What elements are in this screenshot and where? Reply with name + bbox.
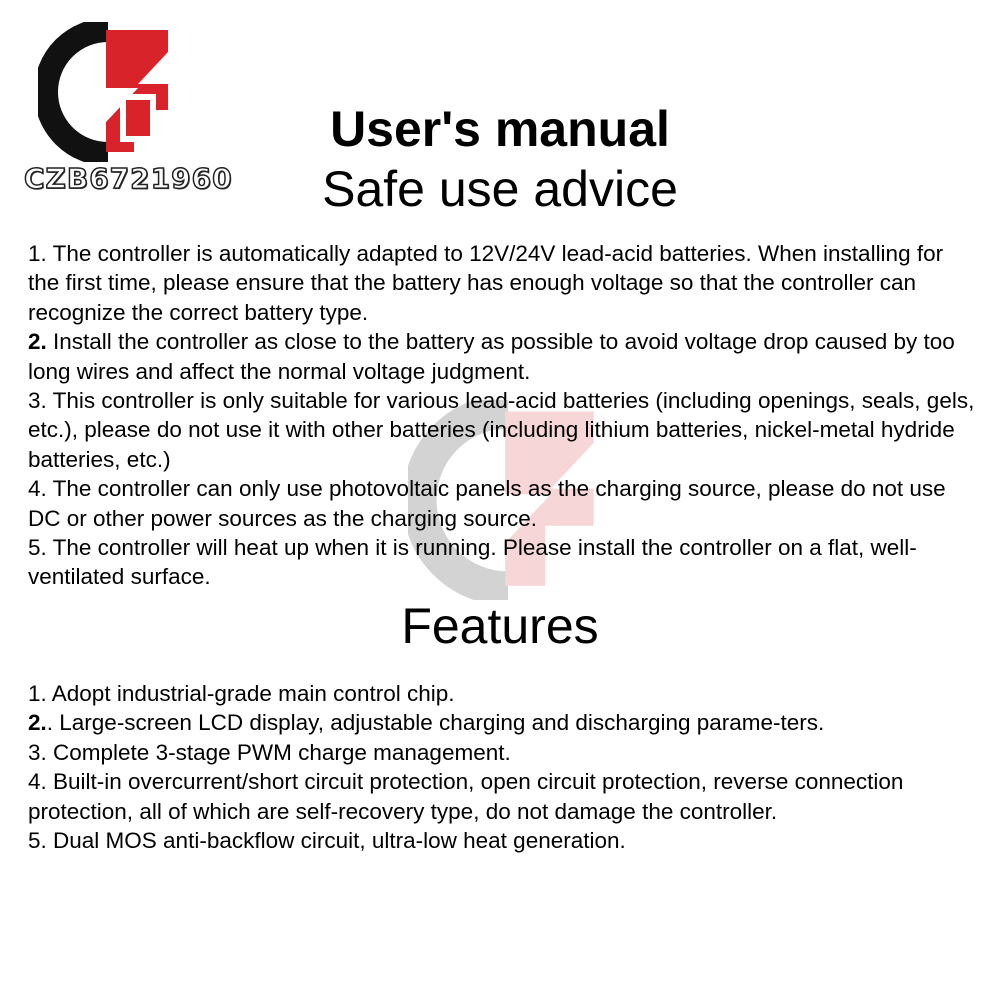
item-text: . Large-screen LCD display, adjustable charging and discharging parame-ters.: [46, 710, 825, 736]
item-number: 3.: [28, 739, 47, 765]
advice-item: [28, 239, 978, 327]
item-number: 1.: [28, 241, 47, 266]
features-list: [28, 679, 978, 855]
advice-item: [28, 327, 978, 386]
item-number: 4.: [28, 476, 47, 502]
page-subtitle: Safe use advice: [322, 161, 678, 217]
item-text: Dual MOS anti-backflow circuit, ultra-low heat generation.: [46, 828, 626, 854]
item-number: 5.: [28, 828, 47, 854]
feature-item: [28, 767, 978, 826]
page-title: User's manual: [330, 101, 670, 157]
item-number: 3.: [28, 388, 47, 414]
item-number: 2.: [28, 329, 47, 355]
advice-item: [28, 386, 978, 474]
item-number: 2.: [28, 710, 47, 736]
feature-item: [28, 679, 978, 708]
advice-item: [28, 533, 978, 592]
item-text: This controller is only suitable for various lead-acid batteries (including openings, seals, gels, etc.), please do not use it with other batteries (including lithium batteries, nickel-metal hydride batteries, etc.): [28, 388, 975, 472]
item-number: 4.: [28, 769, 47, 795]
item-text: The controller will heat up when it is running. Please install the controller on a flat, well-ventilated surface.: [28, 535, 917, 590]
item-text: The controller can only use photovoltaic panels as the charging source, please do not use DC or other power sources as the charging source.: [28, 476, 946, 531]
features-heading: Features: [401, 598, 599, 654]
item-text: The controller is automatically adapted to 12V/24V lead-acid batteries. When installing for the first time, please ensure that the battery has enough voltage so that the controller can recognize the correct battery type.: [28, 241, 944, 325]
item-text: Adopt industrial-grade main control chip.: [46, 681, 455, 706]
item-number: 1.: [28, 681, 47, 706]
item-number: 5.: [28, 535, 47, 561]
advice-item: [28, 474, 978, 533]
item-text: Complete 3-stage PWM charge management.: [46, 739, 511, 765]
logo-text: CZB6721960: [24, 162, 233, 195]
item-text: Install the controller as close to the battery as possible to avoid voltage drop caused by too long wires and affect the normal voltage judgment.: [28, 329, 955, 384]
feature-item: [28, 826, 978, 855]
item-text: Built-in overcurrent/short circuit protection, open circuit protection, reverse connection protection, all of which are self-recovery type, do not damage the controller.: [28, 769, 904, 824]
feature-item: [28, 738, 978, 767]
feature-item: [28, 708, 978, 737]
advice-list: [28, 239, 978, 592]
